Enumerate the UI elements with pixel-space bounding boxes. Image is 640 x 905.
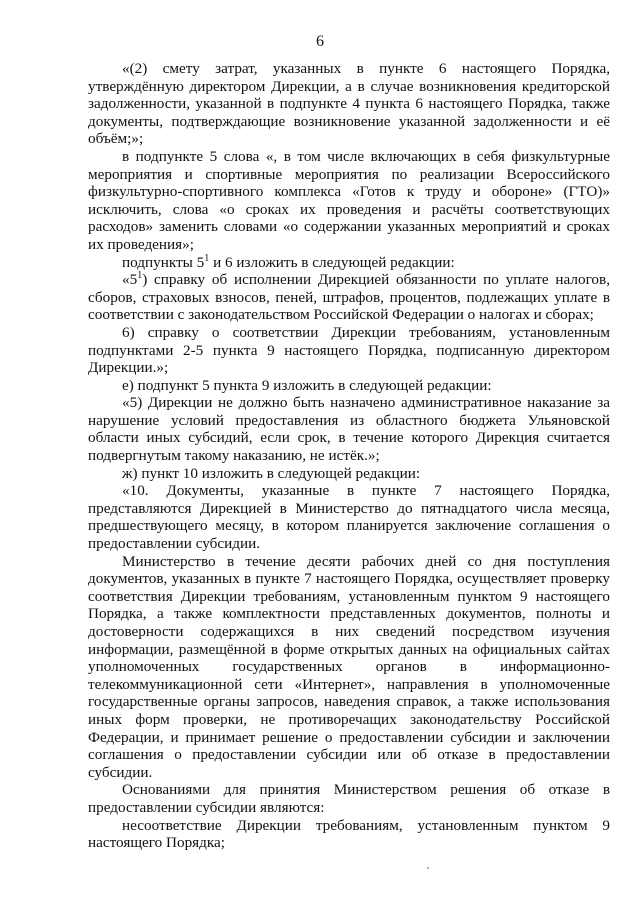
paragraph: в подпункте 5 слова «, в том числе включающих в себя физкультурные мероприятия и спортивные мероприятия по реализации Всероссийского физкультурно-спортивного комплекса «Готов к труду и обороне» (ГТО)» исключить, слова «о сроках их проведения и расчёты соответствующих расходов» заменить словами «о содержании указанных мероприятий и сроках их проведения»;	[88, 147, 610, 253]
paragraph: Министерство в течение десяти рабочих дней со дня поступления документов, указанных в пункте 7 настоящего Порядка, осуществляет проверку соответствия Дирекции требованиям, установленным пунктом 9 настоящего Порядка, а также комплектности представленных документов, полноты и достоверности содержащихся в них сведений посредством изучения информации, размещённой в форме открытых данных на официальных сайтах уполномоченных государственных органов в информационно-телекоммуникационной сети «Интернет», направления в уполномоченные государственные органы запросов, наведения справок, а также использования иных форм проверки, не противоречащих законодательству Российской Федерации, и принимает решение о предоставлении субсидии и заключении соглашения о предоставлении субсидии или об отказе в предоставлении субсидии.	[88, 552, 610, 781]
page-number: 6	[316, 33, 324, 50]
paragraph: «$5^1$) справку об исполнении Дирекцией обязанности по уплате налогов, сборов, страховых взносов, пеней, штрафов, процентов, подлежащих уплате в соответствии с законодательством Российской Федерации о налогах и сборах;	[88, 270, 610, 324]
paragraph: Основаниями для принятия Министерством решения об отказе в предоставлении субсидии являются:	[88, 781, 610, 816]
paragraph: «5) Дирекции не должно быть назначено административное наказание за нарушение условий предоставления из областного бюджета Ульяновской области иных субсидий, если срок, в течение которого Дирекция считается подвергнутым такому наказанию, не истёк.»;	[88, 394, 610, 465]
paragraph: е) подпункт 5 пункта 9 изложить в следующей редакции:	[122, 376, 492, 394]
paragraph: подпункты $5^1$ и 6 изложить в следующей редакции:	[122, 252, 455, 271]
paragraph: 6) справку о соответствии Дирекции требованиям, установленным подпунктами 2-5 пункта 9 настоящего Порядка, подписанную директором Дирекции.»;	[88, 323, 610, 377]
paragraph: ж) пункт 10 изложить в следующей редакции:	[122, 464, 421, 482]
paragraph: несоответствие Дирекции требованиям, установленным пунктом 9 настоящего Порядка;	[88, 816, 610, 852]
paragraph: «(2) смету затрат, указанных в пункте 6 настоящего Порядка, утверждённую директором Дирекции, а в случае возникновения кредиторской задолженности, указанной в подпункте 4 пункта 6 настоящего Порядка, также документы, подтверждающие возникновение указанной задолженности и её объём;»;	[88, 60, 610, 148]
paragraph: «10. Документы, указанные в пункте 7 настоящего Порядка, представляются Дирекцией в Министерство до пятнадцатого числа месяца, предшествующего месяцу, в котором планируется заключение соглашения о предоставлении субсидии.	[88, 482, 610, 553]
scan-speck	[427, 867, 429, 869]
document-body	[88, 60, 610, 852]
